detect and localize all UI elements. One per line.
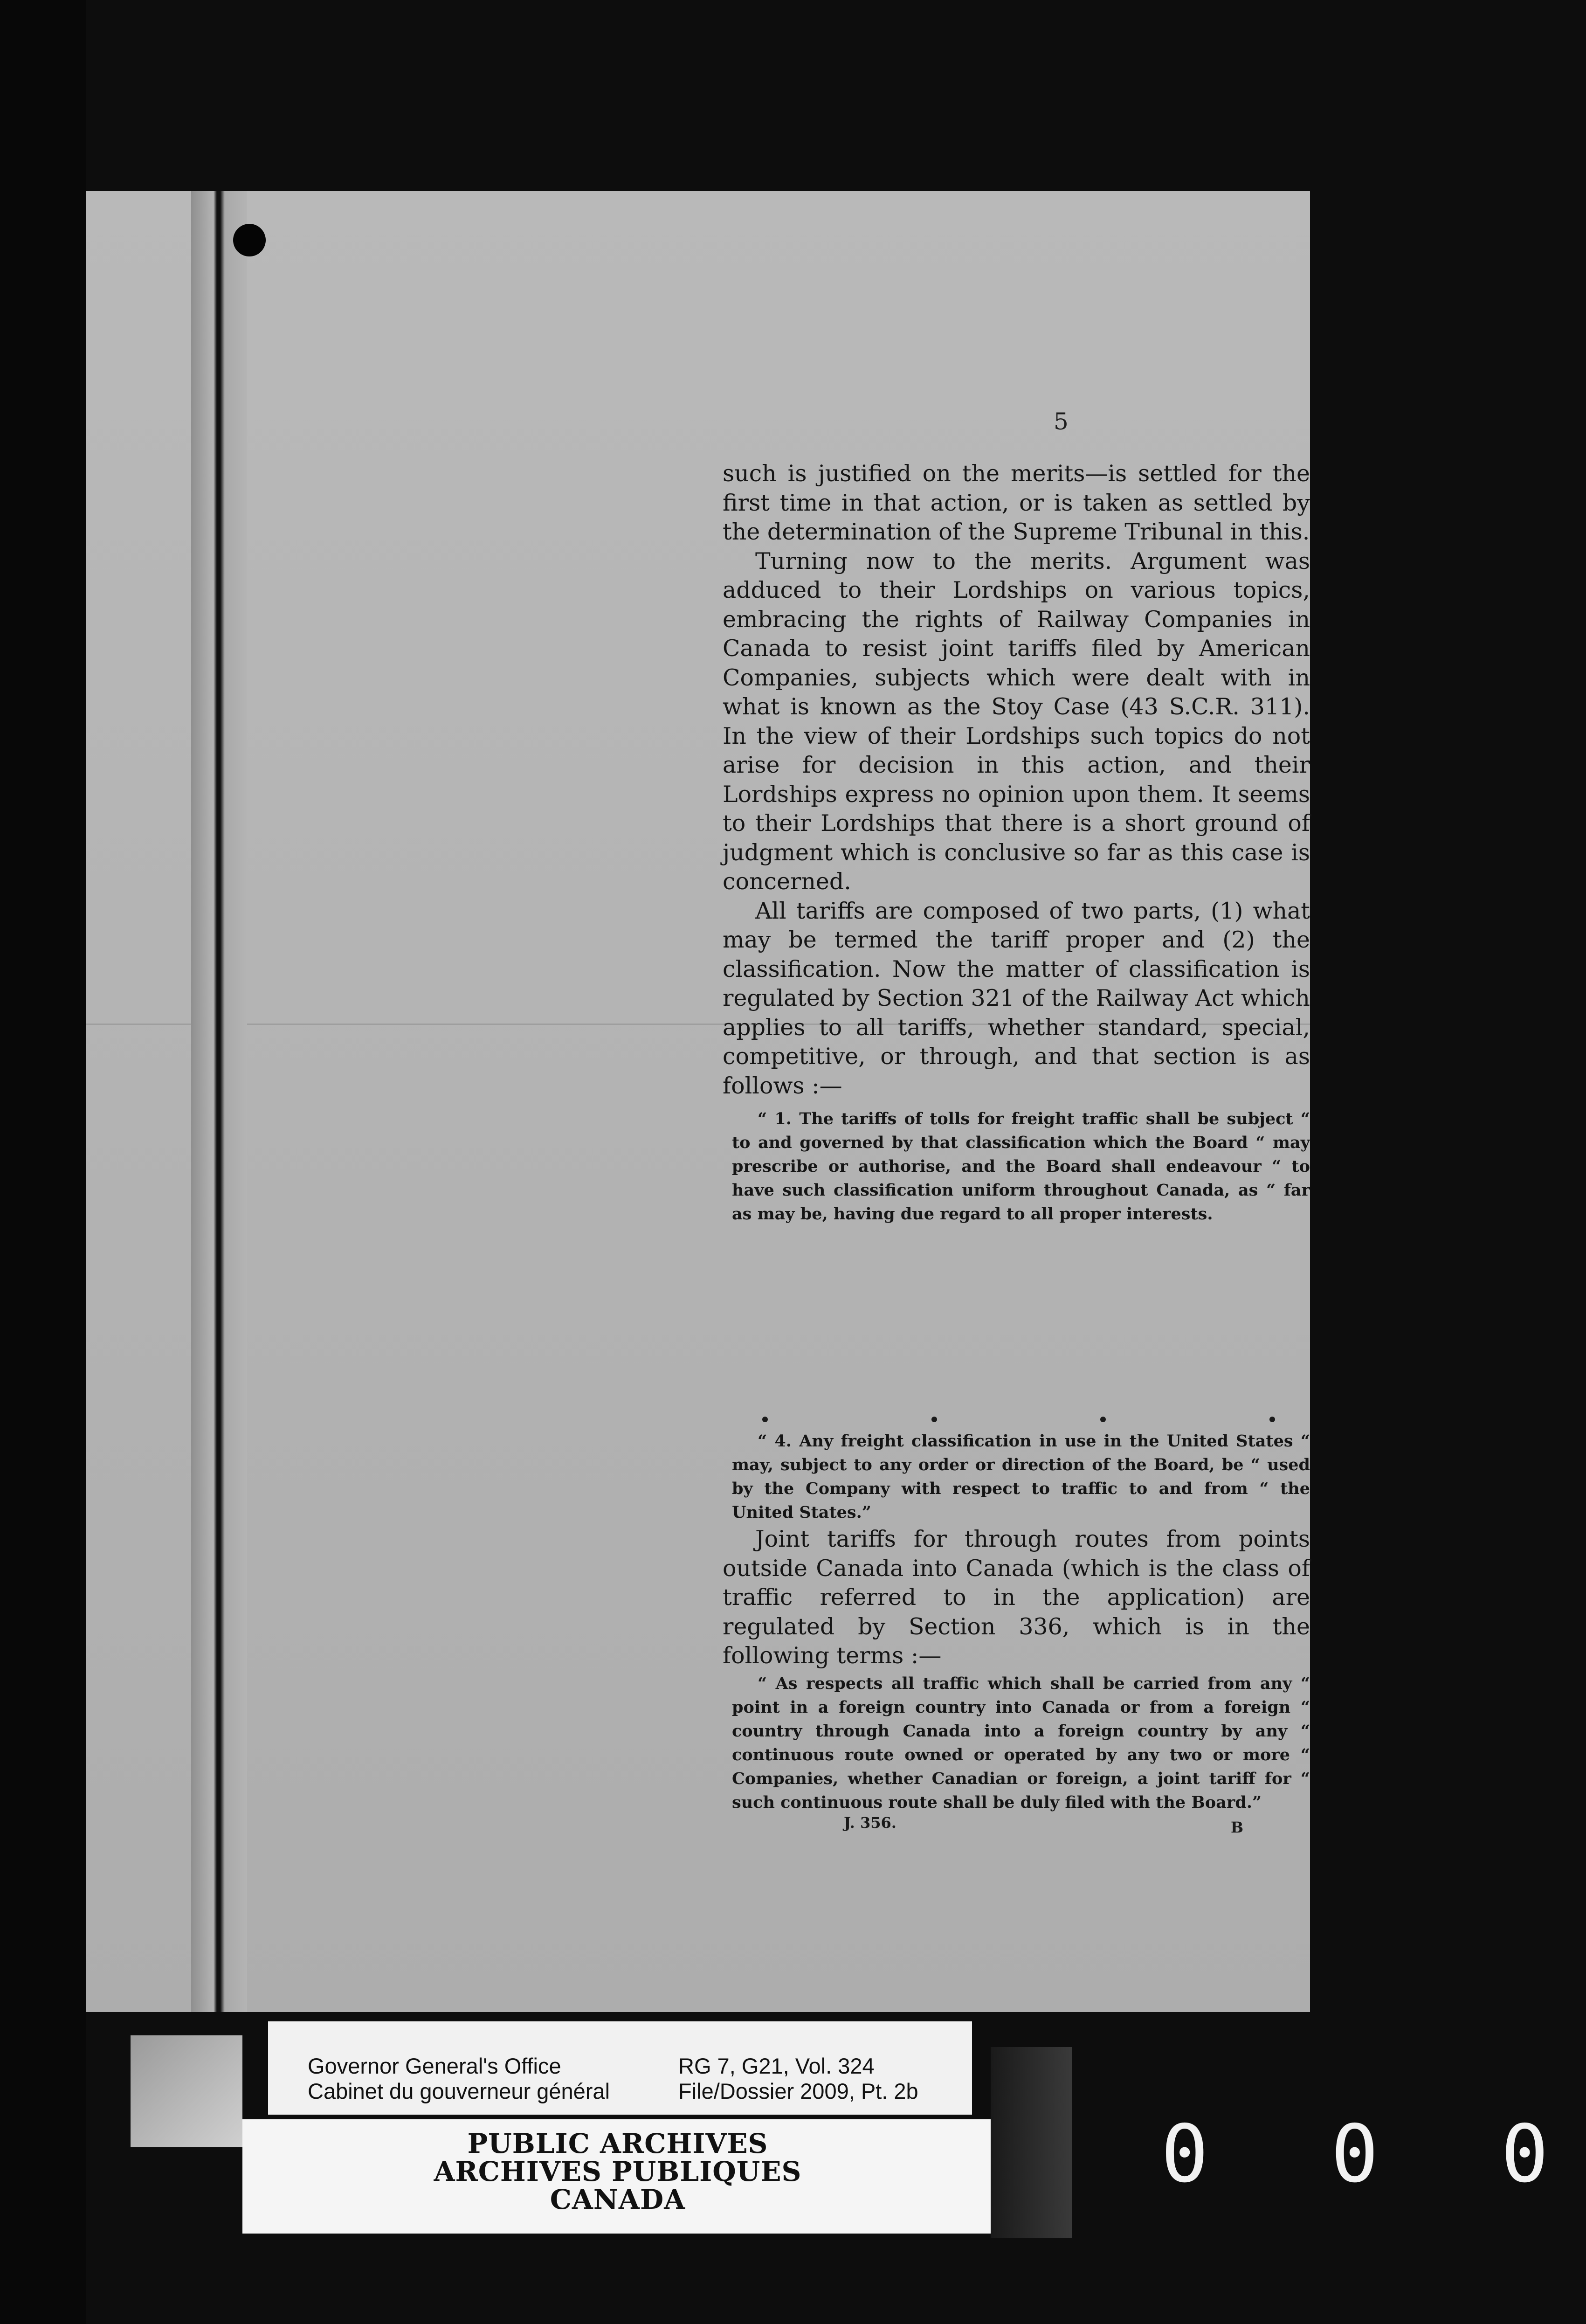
stamp-line-3: CANADA [550, 2184, 686, 2215]
office-name-english: Governor General's Office [308, 2054, 561, 2078]
body-text-low [723, 1525, 1310, 1671]
omission-dot [1269, 1417, 1275, 1422]
archives-stamp [242, 2119, 993, 2234]
document-page [86, 191, 1310, 2012]
paragraph-4: Joint tariffs for through routes from points outside Canada into Canada (which is the class of traffic referred to in the application) are regulated by Section 336, which is in the following terms :— [723, 1526, 1310, 1669]
frame-counter: 0 0 0 [1161, 2108, 1586, 2200]
record-group-reference: RG 7, G21, Vol. 324 [678, 2054, 875, 2078]
stamp-line-2: ARCHIVES PUBLIQUES [434, 2156, 802, 2187]
film-tab [991, 2047, 1072, 2238]
printer-signature-letter: B [1231, 1819, 1244, 1836]
office-name-french: Cabinet du gouverneur général [308, 2079, 610, 2103]
stamp-line-1: PUBLIC ARCHIVES [467, 2128, 768, 2159]
quote-section-4: “ 4. Any freight classification in use in the United States “ may, subject to any order or direction of the Board, be “ used by the Company with respect to traffic to and from “ the United States.” [732, 1432, 1310, 1522]
paragraph-1: such is justified on the merits—is settled for the first time in that action, or is taken as settled by the determination of the Supreme Tribunal in this. [723, 460, 1310, 545]
body-text-mid [723, 1429, 1310, 1524]
quote-section-1: “ 1. The tariffs of tolls for freight traffic shall be subject “ to and governed by that classification which the Board “ may prescribe or authorise, and the Board shall endeavour “ to have such classification uniform throughout Canada, as “ far as may be, having due regard to all proper interests. [732, 1109, 1310, 1224]
omission-dot [931, 1417, 937, 1422]
omission-dot [1100, 1417, 1106, 1422]
file-reference: File/Dossier 2009, Pt. 2b [678, 2079, 918, 2103]
omission-dot [762, 1417, 768, 1422]
paragraph-2: Turning now to the merits. Argument was adduced to their Lordships on various topics, embracing the rights of Railway Companies in Canada to resist joint tariffs filed by American Companies, subjects which were dealt with in what is known as the Stoy Case (43 S.C.R. 311). In the view of their Lordships such topics do not arise for decision in this action, and their Lordships express no opinion upon them. It seems to their Lordships that there is a short ground of judgment which is conclusive so far as this case is concerned. [723, 547, 1310, 895]
film-edge [0, 0, 86, 2324]
binding-edge [191, 191, 247, 2012]
omission-marks [762, 1417, 1275, 1426]
body-text-top [723, 459, 1310, 1226]
body-text-quote [723, 1672, 1310, 1814]
archive-reference-label [268, 2021, 972, 2115]
quote-section-336: “ As respects all traffic which shall be carried from any “ point in a foreign country into Canada or from a foreign “ country through Canada into a foreign country by any “ continuous route owned or operated by any two or more “ Companies, whether Canadian or foreign, a joint tariff for “ such continuous route shall be duly filed with the Board.” [732, 1674, 1310, 1812]
printer-signature-code: J. 356. [844, 1814, 896, 1832]
paragraph-3: All tariffs are composed of two parts, (1) what may be termed the tariff proper and (2) the classification. Now the matter of classification is regulated by Section 321 of the Railway Act which applies to all tariffs, whether standard, special, competitive, or through, and that section is as follows :— [723, 897, 1310, 1099]
paper-corner [131, 2035, 242, 2147]
punch-hole [233, 224, 266, 256]
page-number: 5 [1054, 408, 1069, 435]
